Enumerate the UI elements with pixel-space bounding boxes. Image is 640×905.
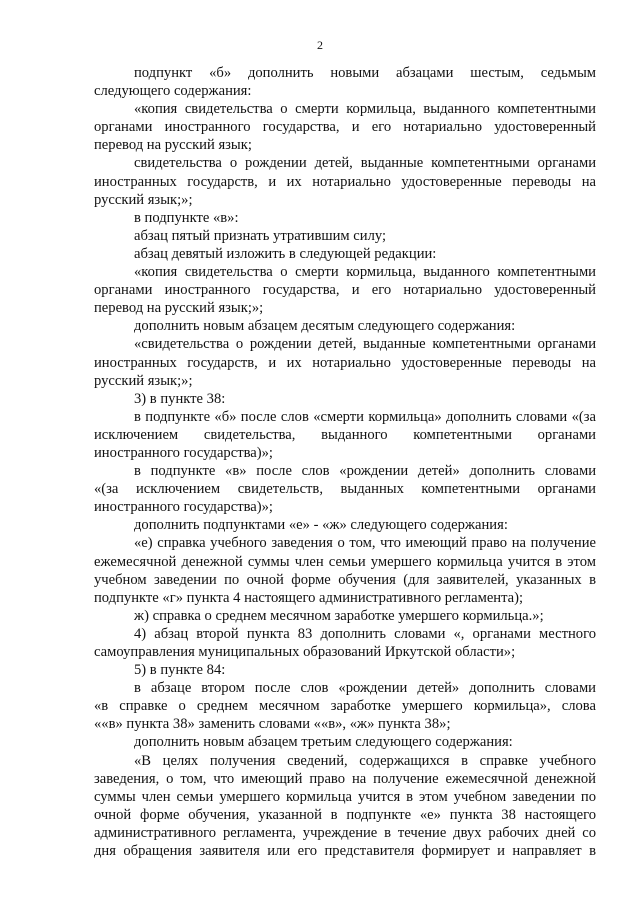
text-line: дополнить подпунктами «е» - «ж» следующего содержания: [134, 517, 508, 534]
text-line: «копия свидетельства о смерти кормильца, выданного компетентными [134, 264, 596, 281]
text-line: «В целях получения сведений, содержащихся в справке учебного [134, 752, 596, 769]
text-line: органами иностранного государства, и его нотариально удостоверенный [94, 282, 596, 299]
text-line: исключением свидетельства, выданного компетентными органами [94, 426, 596, 443]
text-line: ж) справка о среднем месячном заработке умершего кормильца.»; [134, 607, 544, 624]
text-line: «копия свидетельства о смерти кормильца, выданного компетентными [134, 101, 596, 118]
text-line: в подпункте «в» после слов «рождении детей» дополнить словами [134, 463, 596, 480]
text-line: учебном заведении по очной форме обучения (для заявителей, указанных в [94, 571, 596, 588]
text-line: административного регламента, учреждение в течение двух рабочих дней со [94, 824, 596, 841]
text-line: иностранных государств, и их нотариально удостоверенные переводы на [94, 173, 596, 190]
document-body [94, 64, 596, 860]
text-line: в подпункте «б» после слов «смерти кормильца» дополнить словами «(за [134, 408, 596, 425]
text-line: иностранного государства)»; [94, 499, 273, 516]
text-line: абзац пятый признать утратившим силу; [134, 227, 387, 244]
text-line: иностранного государства)»; [94, 444, 273, 461]
text-line: «е) справка учебного заведения о том, что имеющий право на получение [134, 535, 596, 552]
text-line: дополнить новым абзацем третьим следующего содержания: [134, 734, 513, 751]
text-line: подпункт «б» дополнить новыми абзацами шестым, седьмым [134, 65, 596, 81]
text-line: ««в» пункта 38» заменить словами ««в», «ж» пункта 38»; [94, 716, 451, 733]
text-line: «(за исключением свидетельств, выданных компетентными органами [94, 481, 596, 498]
text-line: подпункте «г» пункта 4 настоящего административного регламента); [94, 589, 524, 606]
text-line: заведения, о том, что имеющий право на получение ежемесячной денежной [94, 770, 596, 787]
text-line: 4) абзац второй пункта 83 дополнить словами «, органами местного [134, 625, 596, 642]
text-line: органами иностранного государства, и его нотариально удостоверенный [94, 119, 596, 136]
text-line: русский язык;»; [94, 191, 193, 208]
text-line: «в справке о среднем месячном заработке умершего кормильца», слова [94, 698, 596, 715]
text-line: следующего содержания: [94, 83, 252, 100]
text-line: самоуправления муниципальных образований Иркутской области»; [94, 644, 516, 660]
text-line: дня обращения заявителя или его представителя формирует и направляет в [94, 843, 596, 860]
text-line: 5) в пункте 84: [134, 662, 226, 679]
page-number: 2 [317, 38, 323, 52]
text-line: иностранных государств, и их нотариально удостоверенные переводы на [94, 354, 596, 371]
text-line: в абзаце втором после слов «рождении детей» дополнить словами [134, 680, 596, 697]
text-line: суммы член семьи умершего кормильца учится в этом учебном заведении по [94, 788, 596, 805]
text-line: 3) в пункте 38: [134, 390, 226, 407]
text-line: дополнить новым абзацем десятым следующего содержания: [134, 318, 516, 335]
text-line: в подпункте «в»: [134, 209, 239, 226]
text-line: ежемесячной денежной суммы член семьи умершего кормильца учится в этом [94, 553, 596, 570]
text-line: перевод на русский язык;»; [94, 300, 264, 317]
text-line: свидетельства о рождении детей, выданные компетентными органами [134, 155, 596, 172]
text-line: «свидетельства о рождении детей, выданные компетентными органами [134, 336, 596, 353]
text-line: очной форме обучения, указанной в подпункте «е» пункта 38 настоящего [94, 806, 596, 823]
text-line: перевод на русский язык; [94, 137, 252, 154]
text-line: русский язык;»; [94, 372, 193, 389]
text-line: абзац девятый изложить в следующей редакции: [134, 245, 437, 262]
